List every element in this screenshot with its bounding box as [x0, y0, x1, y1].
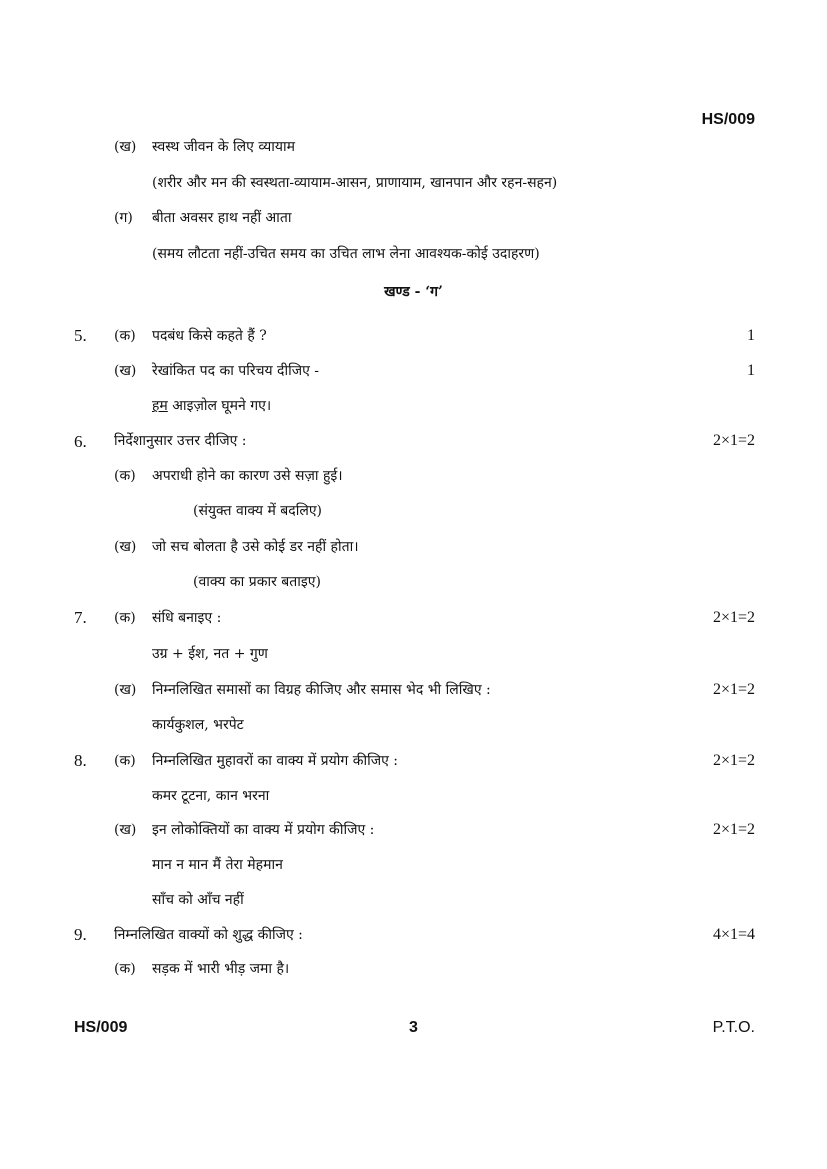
- q7b-label: (ख): [114, 682, 137, 698]
- q9-text: निम्नलिखित वाक्यों को शुद्ध कीजिए :: [114, 927, 303, 943]
- q5b-label: (ख): [114, 363, 137, 379]
- q6a-label: (क): [114, 468, 136, 484]
- q6-number: 6.: [74, 432, 87, 451]
- q7b-text: निम्नलिखित समासों का विग्रह कीजिए और समास भेद भी लिखिए :: [152, 682, 491, 698]
- q5-number: 5.: [74, 326, 87, 345]
- q8a-label: (क): [114, 753, 136, 769]
- q8b-label: (ख): [114, 822, 137, 838]
- q8b-text: इन लोकोक्तियों का वाक्य में प्रयोग कीजिए :: [152, 822, 375, 838]
- q6-marks: 2×1=2: [712, 432, 755, 449]
- item-kha-label: (ख): [114, 139, 137, 155]
- essay-hint-kha: (शरीर और मन की स्वस्थता-व्यायाम-आसन, प्राणायाम, खानपान और रहन-सहन): [152, 175, 558, 191]
- q6a-hint: (संयुक्त वाक्य में बदलिए): [193, 503, 323, 519]
- header-code: HS/009: [701, 111, 755, 128]
- q5a-label: (क): [114, 328, 136, 344]
- item-ga-label: (ग): [114, 210, 133, 226]
- q6-text: निर्देशानुसार उत्तर दीजिए :: [114, 433, 247, 449]
- q9a-label: (क): [114, 961, 136, 977]
- q5a-text: पदबंध किसे कहते हैं ?: [152, 328, 267, 344]
- q7a-label: (क): [114, 610, 136, 626]
- q5b-example-rest: आइज़ोल घूमने गए।: [167, 398, 272, 414]
- essay-hint-ga: (समय लौटता नहीं-उचित समय का उचित लाभ लेना आवश्यक-कोई उदाहरण): [152, 246, 540, 262]
- q8a-marks: 2×1=2: [712, 752, 755, 769]
- q6b-hint: (वाक्य का प्रकार बताइए): [193, 574, 321, 590]
- q8b-example-2: साँच को आँच नहीं: [152, 892, 244, 908]
- q6a-text: अपराधी होने का कारण उसे सज़ा हुई।: [152, 468, 343, 484]
- footer-code: HS/009: [74, 1019, 128, 1036]
- q8a-text: निम्नलिखित मुहावरों का वाक्य में प्रयोग कीजिए :: [152, 753, 398, 769]
- q7-number: 7.: [74, 608, 87, 627]
- q5b-underlined-word: हम: [152, 398, 168, 414]
- page-number: 3: [409, 1019, 418, 1036]
- q8b-example-1: मान न मान मैं तेरा मेहमान: [152, 857, 283, 873]
- q5b-text: रेखांकित पद का परिचय दीजिए -: [152, 363, 320, 379]
- q6b-label: (ख): [114, 539, 137, 555]
- q8-number: 8.: [74, 751, 87, 770]
- q9-marks: 4×1=4: [712, 926, 755, 943]
- q7a-example: उग्र + ईश, नत + गुण: [152, 646, 268, 662]
- q7a-text: संधि बनाइए :: [152, 610, 222, 626]
- q5b-marks: 1: [747, 362, 755, 379]
- section-title: खण्ड - ‘ग’: [384, 284, 443, 300]
- q9-number: 9.: [74, 925, 87, 944]
- q6b-text: जो सच बोलता है उसे कोई डर नहीं होता।: [152, 539, 359, 555]
- q8b-marks: 2×1=2: [712, 821, 755, 838]
- q8a-example: कमर टूटना, कान भरना: [152, 788, 270, 804]
- q5b-example: [152, 397, 271, 415]
- pto-label: P.T.O.: [712, 1019, 755, 1036]
- essay-topic-kha: स्वस्थ जीवन के लिए व्यायाम: [152, 139, 295, 155]
- q9a-text: सड़क में भारी भीड़ जमा है।: [152, 961, 290, 977]
- q7b-example: कार्यकुशल, भरपेट: [152, 717, 244, 733]
- q7b-marks: 2×1=2: [712, 681, 755, 698]
- essay-topic-ga: बीता अवसर हाथ नहीं आता: [152, 210, 292, 226]
- q5a-marks: 1: [747, 327, 755, 344]
- q7a-marks: 2×1=2: [712, 609, 755, 626]
